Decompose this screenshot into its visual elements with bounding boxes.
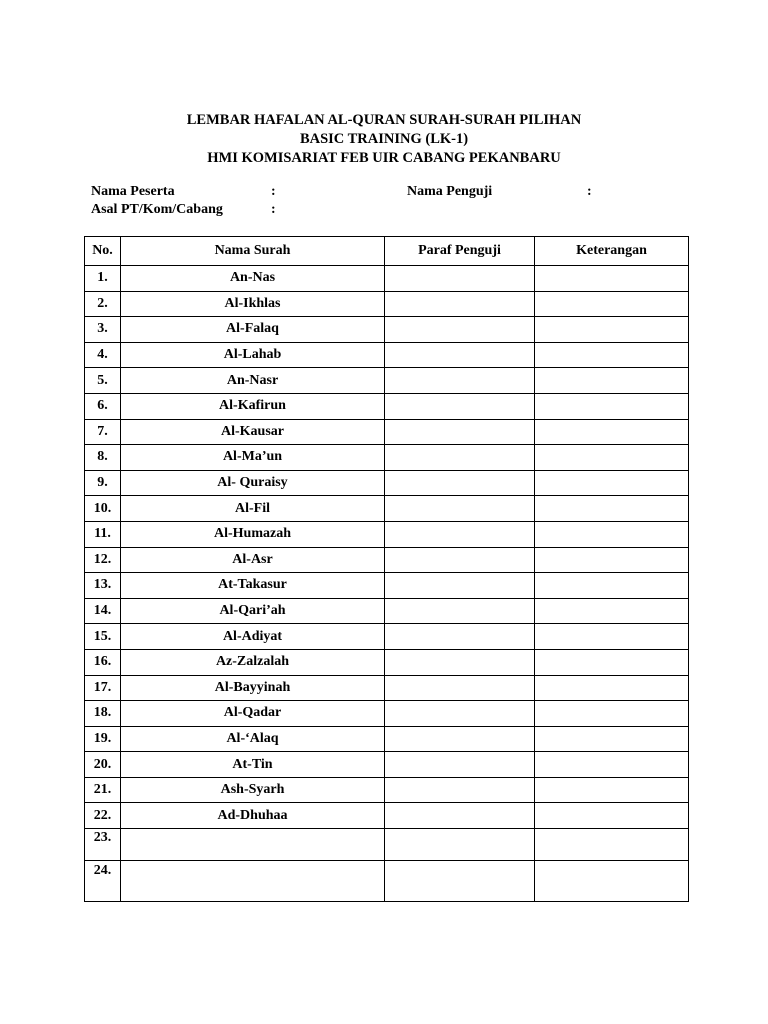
paraf-penguji-cell[interactable] (385, 496, 535, 522)
paraf-penguji-cell[interactable] (385, 419, 535, 445)
paraf-penguji-cell[interactable] (385, 624, 535, 650)
row-number: 7. (85, 419, 121, 445)
keterangan-cell[interactable] (535, 445, 689, 471)
paraf-penguji-cell[interactable] (385, 368, 535, 394)
surah-name: Al-Fil (121, 496, 385, 522)
surah-name: An-Nas (121, 266, 385, 292)
table-row (85, 624, 689, 650)
keterangan-cell[interactable] (535, 266, 689, 292)
row-number: 6. (85, 393, 121, 419)
row-number: 22. (85, 803, 121, 829)
table-row (85, 649, 689, 675)
nama-penguji-colon: : (587, 184, 592, 199)
paraf-penguji-cell[interactable] (385, 393, 535, 419)
keterangan-cell[interactable] (535, 803, 689, 829)
keterangan-cell[interactable] (535, 521, 689, 547)
keterangan-cell[interactable] (535, 829, 689, 861)
paraf-penguji-cell[interactable] (385, 445, 535, 471)
paraf-penguji-cell[interactable] (385, 547, 535, 573)
keterangan-cell[interactable] (535, 342, 689, 368)
keterangan-cell[interactable] (535, 861, 689, 902)
header-nama-surah: Nama Surah (121, 237, 385, 266)
surah-name: Al-Qari’ah (121, 598, 385, 624)
paraf-penguji-cell[interactable] (385, 777, 535, 803)
row-number: 24. (85, 861, 121, 902)
row-number: 11. (85, 521, 121, 547)
table-row (85, 521, 689, 547)
keterangan-cell[interactable] (535, 598, 689, 624)
table-row (85, 547, 689, 573)
row-number: 4. (85, 342, 121, 368)
keterangan-cell[interactable] (535, 573, 689, 599)
document-title (0, 111, 768, 168)
table-row (85, 445, 689, 471)
table-row (85, 861, 689, 902)
surah-name: Al-Kafirun (121, 393, 385, 419)
table-row (85, 701, 689, 727)
paraf-penguji-cell[interactable] (385, 803, 535, 829)
paraf-penguji-cell[interactable] (385, 829, 535, 861)
surah-name: Al-Lahab (121, 342, 385, 368)
keterangan-cell[interactable] (535, 547, 689, 573)
row-number: 8. (85, 445, 121, 471)
keterangan-cell[interactable] (535, 470, 689, 496)
paraf-penguji-cell[interactable] (385, 317, 535, 343)
surah-name: Al-Asr (121, 547, 385, 573)
row-number: 1. (85, 266, 121, 292)
nama-penguji-label: Nama Penguji (407, 184, 493, 199)
row-number: 10. (85, 496, 121, 522)
surah-name: Al- Quraisy (121, 470, 385, 496)
table-row (85, 777, 689, 803)
row-number: 12. (85, 547, 121, 573)
table-body (85, 266, 689, 902)
surah-name: Al-Ma’un (121, 445, 385, 471)
row-number: 3. (85, 317, 121, 343)
keterangan-cell[interactable] (535, 393, 689, 419)
table-row (85, 573, 689, 599)
keterangan-cell[interactable] (535, 291, 689, 317)
row-number: 13. (85, 573, 121, 599)
table-row (85, 829, 689, 861)
keterangan-cell[interactable] (535, 649, 689, 675)
paraf-penguji-cell[interactable] (385, 342, 535, 368)
table-row (85, 291, 689, 317)
surah-name: Al-Kausar (121, 419, 385, 445)
row-number: 23. (85, 829, 121, 861)
table-row (85, 317, 689, 343)
surah-name: Ad-Dhuhaa (121, 803, 385, 829)
keterangan-cell[interactable] (535, 701, 689, 727)
keterangan-cell[interactable] (535, 496, 689, 522)
row-number: 5. (85, 368, 121, 394)
table-header-row (85, 237, 689, 266)
table-row (85, 598, 689, 624)
title-line-1: LEMBAR HAFALAN AL-QURAN SURAH-SURAH PILIHAN (186, 112, 582, 128)
header-keterangan: Keterangan (535, 237, 689, 266)
title-line-3: HMI KOMISARIAT FEB UIR CABANG PEKANBARU (207, 150, 561, 166)
row-number: 21. (85, 777, 121, 803)
paraf-penguji-cell[interactable] (385, 521, 535, 547)
paraf-penguji-cell[interactable] (385, 598, 535, 624)
paraf-penguji-cell[interactable] (385, 726, 535, 752)
paraf-penguji-cell[interactable] (385, 649, 535, 675)
surah-name: Al-Humazah (121, 521, 385, 547)
paraf-penguji-cell[interactable] (385, 266, 535, 292)
asal-label: Asal PT/Kom/Cabang (91, 202, 223, 217)
surah-name (121, 829, 385, 861)
paraf-penguji-cell[interactable] (385, 675, 535, 701)
table-row (85, 726, 689, 752)
header-paraf-penguji: Paraf Penguji (385, 237, 535, 266)
surah-name: At-Takasur (121, 573, 385, 599)
surah-name: Al-Falaq (121, 317, 385, 343)
table-row (85, 342, 689, 368)
paraf-penguji-cell[interactable] (385, 752, 535, 778)
paraf-penguji-cell[interactable] (385, 291, 535, 317)
keterangan-cell[interactable] (535, 675, 689, 701)
surah-name: Ash-Syarh (121, 777, 385, 803)
surah-name: Al-Ikhlas (121, 291, 385, 317)
keterangan-cell[interactable] (535, 419, 689, 445)
keterangan-cell[interactable] (535, 752, 689, 778)
row-number: 14. (85, 598, 121, 624)
paraf-penguji-cell[interactable] (385, 861, 535, 902)
surah-name: Al-‘Alaq (121, 726, 385, 752)
table-row (85, 368, 689, 394)
row-number: 9. (85, 470, 121, 496)
row-number: 17. (85, 675, 121, 701)
row-number: 18. (85, 701, 121, 727)
row-number: 2. (85, 291, 121, 317)
surah-name: Al-Adiyat (121, 624, 385, 650)
keterangan-cell[interactable] (535, 317, 689, 343)
title-line-2: BASIC TRAINING (LK-1) (299, 131, 469, 147)
table-row (85, 419, 689, 445)
row-number: 15. (85, 624, 121, 650)
paraf-penguji-cell[interactable] (385, 470, 535, 496)
table-row (85, 752, 689, 778)
table-row (85, 496, 689, 522)
surah-name: An-Nasr (121, 368, 385, 394)
surah-name (121, 861, 385, 902)
table-row (85, 675, 689, 701)
table-row (85, 266, 689, 292)
nama-peserta-colon: : (271, 184, 276, 199)
paraf-penguji-cell[interactable] (385, 701, 535, 727)
row-number: 20. (85, 752, 121, 778)
paraf-penguji-cell[interactable] (385, 573, 535, 599)
row-number: 16. (85, 649, 121, 675)
surah-name: Az-Zalzalah (121, 649, 385, 675)
surah-name: At-Tin (121, 752, 385, 778)
table-row (85, 470, 689, 496)
keterangan-cell[interactable] (535, 624, 689, 650)
surah-name: Al-Qadar (121, 701, 385, 727)
header-no: No. (85, 237, 121, 266)
nama-peserta-label: Nama Peserta (91, 184, 175, 199)
table-row (85, 393, 689, 419)
surah-name: Al-Bayyinah (121, 675, 385, 701)
table-row (85, 803, 689, 829)
keterangan-cell[interactable] (535, 368, 689, 394)
surah-table (84, 236, 689, 902)
row-number: 19. (85, 726, 121, 752)
asal-colon: : (271, 202, 276, 217)
keterangan-cell[interactable] (535, 777, 689, 803)
keterangan-cell[interactable] (535, 726, 689, 752)
